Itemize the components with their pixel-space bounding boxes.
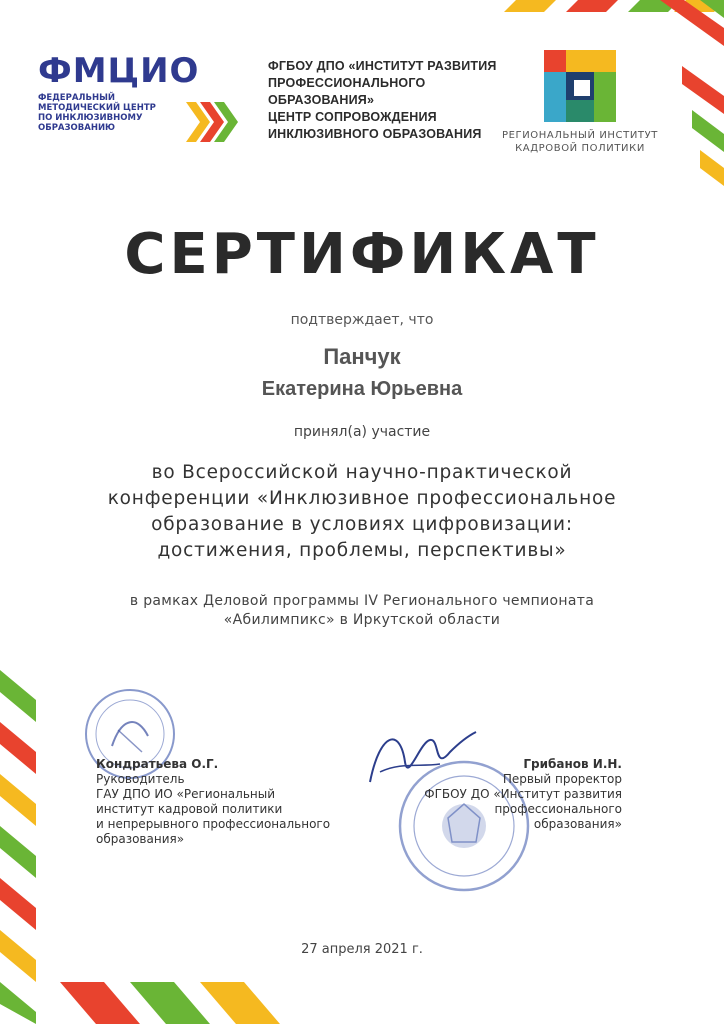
event-description (50, 460, 674, 564)
stripe-corner-right (620, 0, 724, 200)
fmcio-logo-text: ФМЦИО (38, 51, 200, 91)
riko-line: РЕГИОНАЛЬНЫЙ ИНСТИТУТ (501, 130, 659, 141)
recipient-surname: Панчук (323, 344, 401, 369)
signatory-left-line: и непрерывного профессионального (96, 817, 331, 831)
institute-line: ИНКЛЮЗИВНОГО ОБРАЗОВАНИЯ (268, 127, 482, 141)
signatory-right-name: Грибанов И.Н. (523, 757, 622, 771)
riko-line: КАДРОВОЙ ПОЛИТИКИ (515, 143, 645, 154)
signatory-left-line: институт кадровой политики (96, 802, 283, 816)
chevrons-icon (186, 102, 242, 142)
institute-line: ФГБОУ ДПО «ИНСТИТУТ РАЗВИТИЯ (268, 59, 497, 73)
institute-header (268, 58, 498, 143)
signatory-left-line: Руководитель (96, 772, 185, 786)
issue-date: 27 апреля 2021 г. (301, 942, 423, 957)
signatory-right-line: ФГБОУ ДО «Институт развития (424, 787, 622, 801)
signatory-right-line: профессионального (494, 802, 622, 816)
recipient-name: Екатерина Юрьевна (261, 378, 463, 400)
program-description (50, 592, 674, 630)
fmcio-subtitle: ФЕДЕРАЛЬНЫЙ МЕТОДИЧЕСКИЙ ЦЕНТР ПО ИНКЛЮЗИВНОМУ ОБРАЗОВАНИЮ (38, 93, 156, 133)
fmcio-logo (38, 51, 238, 133)
signatory-left-line: образования» (96, 832, 185, 846)
event-line: конференции «Инклюзивное профессиональное (107, 488, 617, 509)
signatory-left (96, 757, 356, 847)
certificate-title: СЕРТИФИКАТ (124, 222, 600, 287)
riko-logo-icon (544, 50, 616, 122)
signatory-left-line: ГАУ ДПО ИО «Региональный (96, 787, 276, 801)
signatory-left-name: Кондратьева О.Г. (96, 757, 219, 771)
riko-caption (490, 129, 670, 155)
stripe-left-band (0, 660, 40, 1024)
event-line: во Всероссийской научно-практической (151, 462, 573, 483)
stripe-bottom-band (40, 978, 280, 1024)
program-line: «Абилимпикс» в Иркутской области (223, 612, 501, 628)
confirms-text: подтверждает, что (290, 312, 434, 328)
signatory-right (400, 757, 622, 832)
participation-text: принял(а) участие (293, 424, 431, 440)
event-line: достижения, проблемы, перспективы» (157, 540, 567, 561)
signatory-right-line: Первый проректор (502, 772, 622, 786)
institute-line: ЦЕНТР СОПРОВОЖДЕНИЯ (268, 110, 437, 124)
program-line: в рамках Деловой программы IV Регионального чемпионата (129, 593, 595, 609)
event-line: образование в условиях цифровизации: (151, 514, 573, 535)
institute-line: ПРОФЕССИОНАЛЬНОГО ОБРАЗОВАНИЯ» (268, 76, 426, 107)
signatory-right-line: образования» (533, 817, 622, 831)
